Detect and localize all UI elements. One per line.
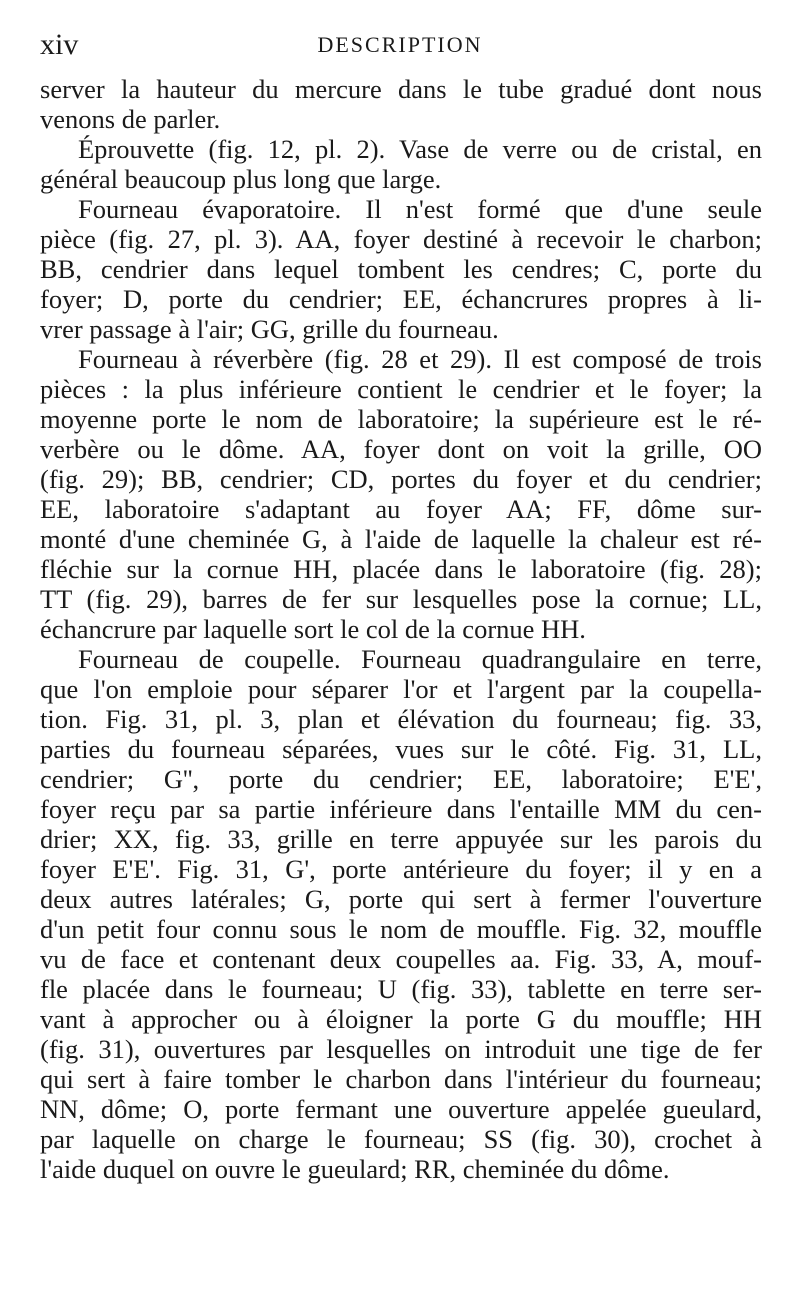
text-line: TT (fig. 29), barres de fer sur lesquelles pose la cornue; LL,	[40, 584, 762, 614]
text-line: server la hauteur du mercure dans le tube gradué dont nous	[40, 74, 762, 104]
text-line: (fig. 29); BB, cendrier; CD, portes du foyer et du cendrier;	[40, 464, 762, 494]
text-line: par laquelle on charge le fourneau; SS (fig. 30), crochet à	[40, 1124, 762, 1154]
text-line: monté d'une cheminée G, à l'aide de laquelle la chaleur est ré-	[40, 524, 762, 554]
text-line: général beaucoup plus long que large.	[40, 164, 442, 194]
text-line: pièces : la plus inférieure contient le cendrier et le foyer; la	[40, 374, 762, 404]
text-line: l'aide duquel on ouvre le gueulard; RR, cheminée du dôme.	[40, 1154, 670, 1184]
text-line: foyer E'E'. Fig. 31, G', porte antérieure du foyer; il y en a	[40, 854, 762, 884]
text-line: vant à approcher ou à éloigner la porte G du mouffle; HH	[40, 1004, 762, 1034]
text-line: pièce (fig. 27, pl. 3). AA, foyer destiné à recevoir le charbon;	[40, 224, 762, 254]
text-line: (fig. 31), ouvertures par lesquelles on introduit une tige de fer	[40, 1034, 762, 1064]
text-line: Fourneau de coupelle. Fourneau quadrangulaire en terre,	[78, 644, 762, 674]
text-line: deux autres latérales; G, porte qui sert à fermer l'ouverture	[40, 884, 762, 914]
text-line: Éprouvette (fig. 12, pl. 2). Vase de verre ou de cristal, en	[78, 134, 762, 164]
text-line: EE, laboratoire s'adaptant au foyer AA; FF, dôme sur-	[40, 494, 762, 524]
text-line: que l'on emploie pour séparer l'or et l'argent par la coupella-	[40, 674, 762, 704]
text-line: BB, cendrier dans lequel tombent les cendres; C, porte du	[40, 254, 762, 284]
text-line: échancrure par laquelle sort le col de la cornue HH.	[40, 614, 586, 644]
text-line: fléchie sur la cornue HH, placée dans le laboratoire (fig. 28);	[40, 554, 762, 584]
page-header	[40, 28, 760, 68]
text-line: foyer; D, porte du cendrier; EE, échancrures propres à li-	[40, 284, 762, 314]
text-line: drier; XX, fig. 33, grille en terre appuyée sur les parois du	[40, 824, 762, 854]
text-line: venons de parler.	[40, 104, 221, 134]
page-number: xiv	[40, 28, 79, 61]
text-line: NN, dôme; O, porte fermant une ouverture appelée gueulard,	[40, 1094, 762, 1124]
text-line: foyer reçu par sa partie inférieure dans l'entaille MM du cen-	[40, 794, 762, 824]
text-line: vu de face et contenant deux coupelles aa. Fig. 33, A, mouf-	[40, 944, 762, 974]
text-line: d'un petit four connu sous le nom de mouffle. Fig. 32, mouffle	[40, 914, 762, 944]
text-line: parties du fourneau séparées, vues sur le côté. Fig. 31, LL,	[40, 734, 762, 764]
text-line: fle placée dans le fourneau; U (fig. 33), tablette en terre ser-	[40, 974, 762, 1004]
text-line: qui sert à faire tomber le charbon dans l'intérieur du fourneau;	[40, 1064, 762, 1094]
text-line: cendrier; G'', porte du cendrier; EE, laboratoire; E'E',	[40, 764, 762, 794]
text-line: verbère ou le dôme. AA, foyer dont on voit la grille, OO	[40, 434, 762, 464]
text-line: vrer passage à l'air; GG, grille du fourneau.	[40, 314, 499, 344]
text-line: Fourneau à réverbère (fig. 28 et 29). Il est composé de trois	[78, 344, 762, 374]
text-line: tion. Fig. 31, pl. 3, plan et élévation du fourneau; fig. 33,	[40, 704, 762, 734]
text-line: moyenne porte le nom de laboratoire; la supérieure est le ré-	[40, 404, 762, 434]
body-text	[40, 74, 762, 1184]
text-line: Fourneau évaporatoire. Il n'est formé que d'une seule	[78, 194, 762, 224]
running-title: DESCRIPTION	[317, 32, 483, 57]
